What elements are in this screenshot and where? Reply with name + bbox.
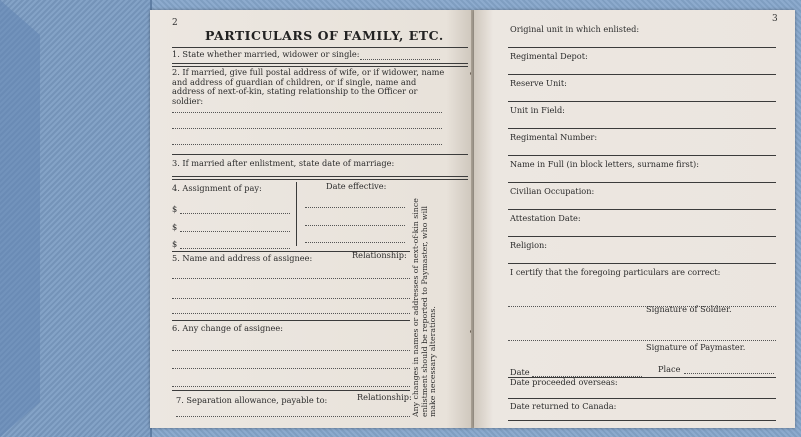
rule [172, 320, 410, 321]
rule [172, 390, 410, 391]
dollar-sign: $ [172, 204, 178, 214]
date-returned-to-canada: Date returned to Canada: [510, 401, 617, 411]
relationship-label: Relationship: [357, 392, 412, 402]
column-divider [296, 182, 297, 246]
cover-flap [0, 0, 152, 437]
left-page [150, 10, 472, 428]
field-original-unit: Original unit in which enlisted: [510, 24, 640, 34]
answer-line [172, 350, 410, 351]
rule [508, 101, 776, 102]
answer-line [172, 313, 410, 314]
field-religion: Religion: [510, 240, 548, 250]
rule [508, 236, 776, 237]
question-4: 4. Assignment of pay: [172, 183, 262, 193]
rule [508, 182, 776, 183]
signature-line [508, 340, 776, 341]
field-unit-in-field: Unit in Field: [510, 105, 565, 115]
answer-line [172, 128, 442, 129]
rule [508, 209, 776, 210]
page-number: 3 [772, 14, 778, 24]
rule [172, 154, 468, 155]
date-effective-label: Date effective: [326, 181, 387, 191]
signature-paymaster-label: Signature of Paymaster. [646, 342, 746, 352]
rule [508, 398, 776, 399]
rule [508, 420, 776, 421]
answer-line [684, 373, 774, 374]
answer-line [172, 278, 410, 279]
answer-line [172, 368, 410, 369]
answer-line [360, 59, 440, 60]
answer-line [172, 298, 410, 299]
rule [172, 47, 468, 48]
question-7: 7. Separation allowance, payable to: [176, 395, 328, 405]
question-6: 6. Any change of assignee: [172, 323, 283, 333]
question-5: 5. Name and address of assignee: [172, 253, 313, 263]
page-number: 2 [172, 18, 178, 28]
field-civilian-occupation: Civilian Occupation: [510, 186, 595, 196]
side-note-text: Any changes in names or addresses of next-of-kin since enlistment should be reported to Paymaster, who will make necessary alterations. [411, 198, 438, 417]
signature-line [508, 306, 776, 307]
rule [508, 47, 776, 48]
field-attestation-date: Attestation Date: [510, 213, 581, 223]
answer-line [305, 225, 405, 226]
answer-line [305, 242, 405, 243]
place-label: Place [658, 364, 681, 374]
date-label: Date [510, 367, 530, 377]
answer-line [172, 386, 410, 387]
certify-statement: I certify that the foregoing particulars are correct: [510, 267, 721, 277]
answer-line [172, 144, 442, 145]
signature-soldier-label: Signature of Soldier. [646, 304, 732, 314]
page-title: PARTICULARS OF FAMILY, ETC. [205, 28, 444, 43]
rule [508, 155, 776, 156]
rule [508, 74, 776, 75]
answer-line [305, 207, 405, 208]
question-3: 3. If married after enlistment, state date of marriage: [172, 158, 395, 168]
question-1: 1. State whether married, widower or single: [172, 49, 360, 59]
answer-line [180, 248, 290, 249]
date-proceeded-overseas: Date proceeded overseas: [510, 377, 618, 387]
dollar-sign: $ [172, 222, 178, 232]
field-regimental-depot: Regimental Depot: [510, 51, 588, 61]
relationship-label: Relationship: [352, 250, 407, 260]
rule [508, 263, 776, 264]
rule [508, 128, 776, 129]
answer-line [176, 416, 410, 417]
answer-line [180, 231, 290, 232]
rule [172, 176, 468, 177]
dollar-sign: $ [172, 239, 178, 249]
answer-line [172, 112, 442, 113]
rule [172, 179, 468, 180]
side-note [412, 192, 438, 422]
field-name-in-full: Name in Full (in block letters, surname first): [510, 159, 699, 169]
answer-line [180, 213, 290, 214]
field-reserve-unit: Reserve Unit: [510, 78, 567, 88]
right-page [474, 10, 795, 428]
field-regimental-number: Regimental Number: [510, 132, 598, 142]
question-2: 2. If married, give full postal address of wife, or if widower, name and address of guardian of children, or if single, name and address of next-of-kin, stating relationship to the Officer or soldier: [172, 67, 445, 106]
rule [172, 63, 468, 64]
